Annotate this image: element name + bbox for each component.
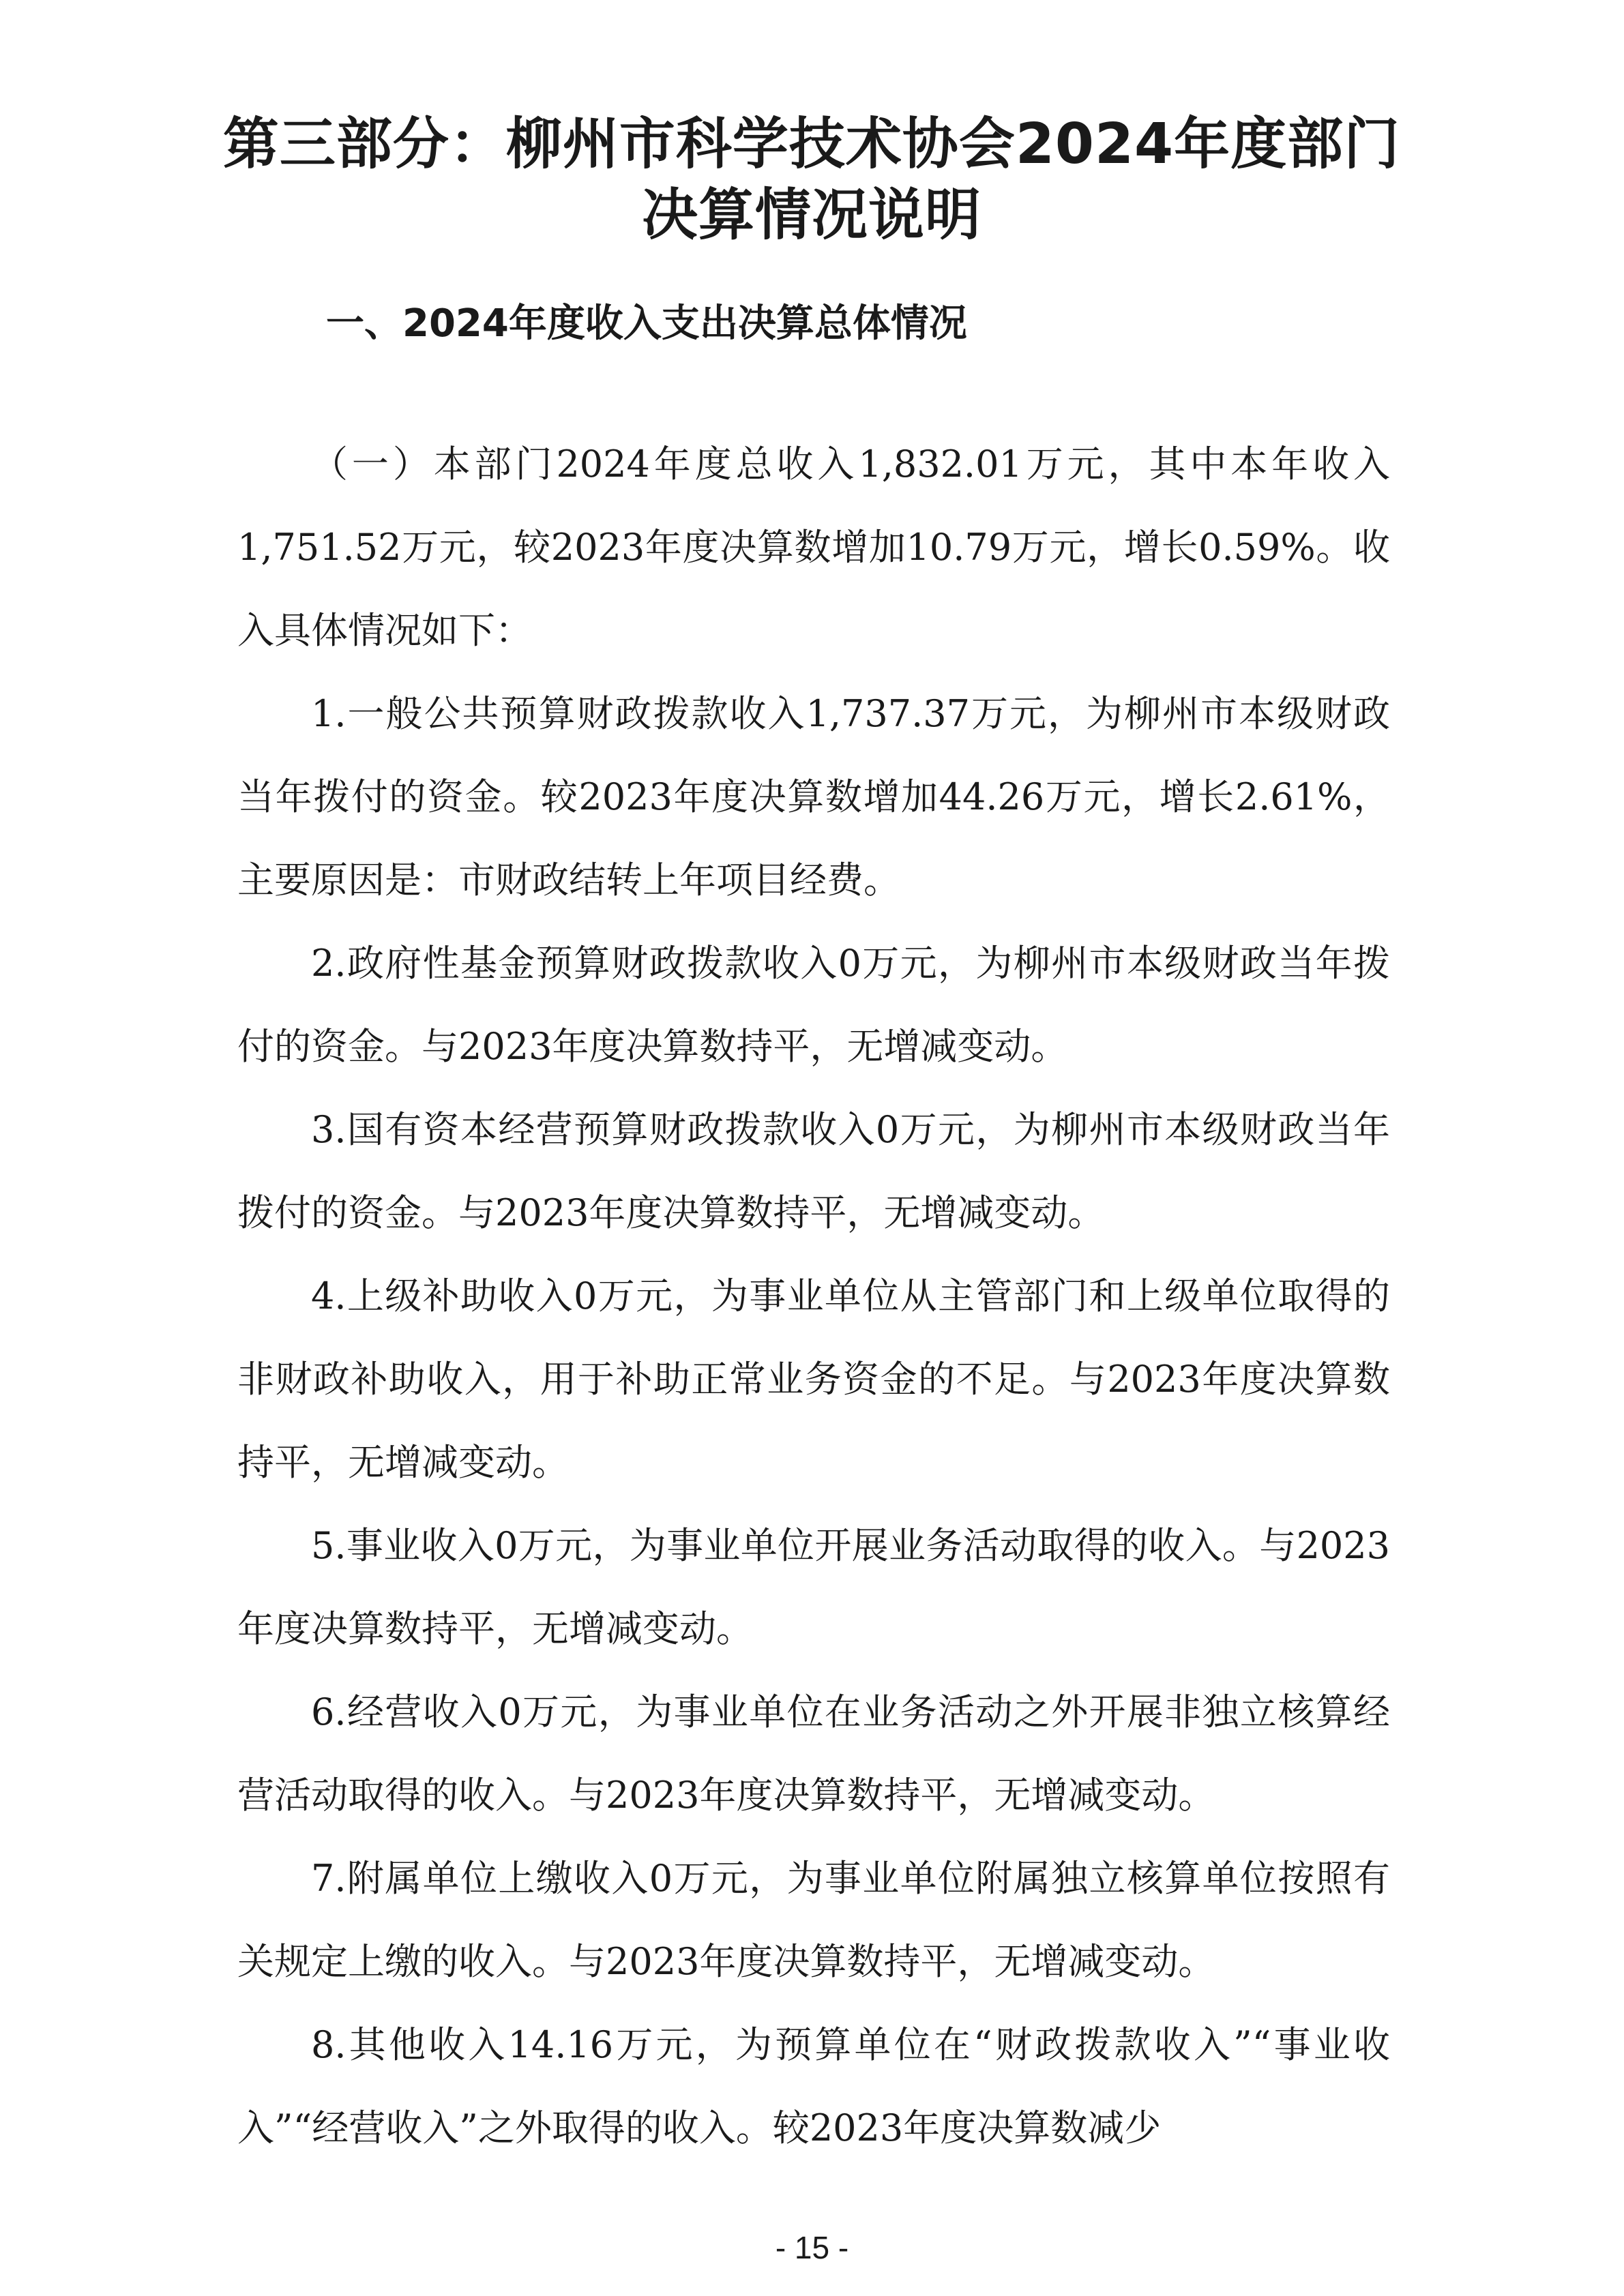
- section-heading: 一、2024年度收入支出决算总体情况: [326, 301, 967, 346]
- paragraph-business-income: 5.事业收入0万元，为事业单位开展业务活动取得的收入。与2023年度决算数持平，无增减变动。: [237, 1524, 1390, 1650]
- paragraph-operating-income: 6.经营收入0万元，为事业单位在业务活动之外开展非独立核算经营活动取得的收入。与2023年度决算数持平，无增减变动。: [237, 1690, 1390, 1817]
- paragraph-government-fund-income: 2.政府性基金预算财政拨款收入0万元，为柳州市本级财政当年拨付的资金。与2023年度决算数持平，无增减变动。: [237, 942, 1390, 1068]
- paragraph-other-income: 8.其他收入14.16万元，为预算单位在“财政拨款收入”“事业收入”“经营收入”之外取得的收入。较2023年度决算数减少: [237, 2023, 1390, 2149]
- page-number: - 15 -: [775, 2230, 849, 2265]
- document-title: 第三部分：柳州市科学技术协会2024年度部门决算情况说明: [222, 112, 1401, 248]
- paragraph-state-capital-income: 3.国有资本经营预算财政拨款收入0万元，为柳州市本级财政当年拨付的资金。与2023年度决算数持平，无增减变动。: [237, 1108, 1390, 1234]
- paragraph-income-overview: （一）本部门2024年度总收入1,832.01万元，其中本年收入1,751.52万元，较2023年度决算数增加10.79万元，增长0.59%。收入具体情况如下：: [237, 443, 1390, 652]
- document-body: [237, 423, 1390, 2170]
- paragraph-affiliated-unit-income: 7.附属单位上缴收入0万元，为事业单位附属独立核算单位按照有关规定上缴的收入。与2023年度决算数持平，无增减变动。: [237, 1857, 1390, 1983]
- paragraph-general-budget-income: 1.一般公共预算财政拨款收入1,737.37万元，为柳州市本级财政当年拨付的资金。较2023年度决算数增加44.26万元，增长2.61%，主要原因是：市财政结转上年项目经费。: [237, 692, 1390, 901]
- paragraph-superior-subsidy-income: 4.上级补助收入0万元，为事业单位从主管部门和上级单位取得的非财政补助收入，用于补助正常业务资金的不足。与2023年度决算数持平，无增减变动。: [237, 1274, 1390, 1484]
